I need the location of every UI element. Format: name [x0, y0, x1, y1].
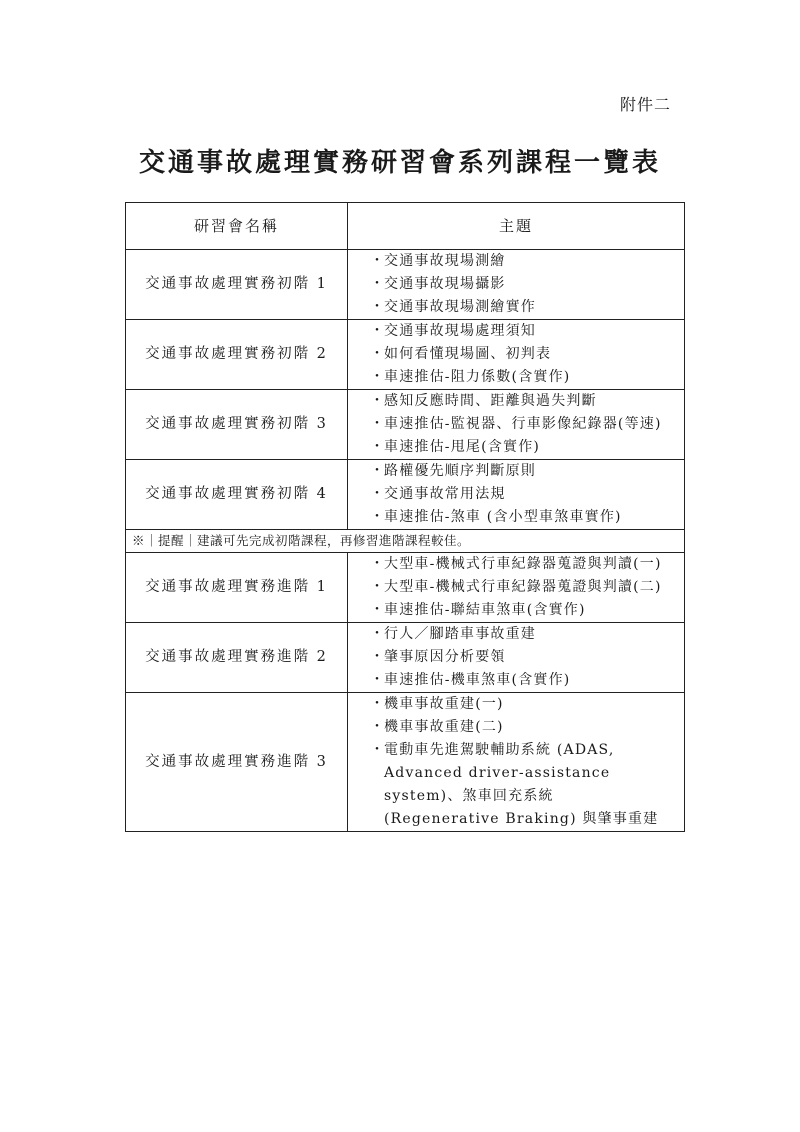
topic-item	[370, 483, 674, 506]
topic-item	[370, 366, 674, 389]
topic-text: 感知反應時間、距離與過失判斷	[384, 393, 597, 409]
topic-text: 大型車-機械式行車紀錄器蒐證與判讀(二)	[384, 579, 662, 595]
course-table	[125, 202, 685, 832]
bullet-icon: ・	[370, 509, 386, 525]
topic-item	[370, 413, 674, 436]
bullet-icon: ・	[370, 369, 386, 385]
topic-item	[370, 436, 674, 459]
topic-text: 車速推估-阻力係數(含實作)	[384, 369, 571, 385]
topic-item	[370, 460, 674, 483]
topic-cell	[348, 390, 685, 460]
table-body	[126, 250, 685, 832]
bullet-icon: ・	[370, 253, 386, 269]
table-header-row	[126, 203, 685, 250]
course-name-cell: 交通事故處理實務進階 3	[126, 693, 348, 832]
topic-text: 交通事故現場測繪	[384, 253, 506, 269]
bullet-icon: ・	[370, 626, 386, 642]
topic-item	[370, 273, 674, 296]
topic-item	[370, 296, 674, 319]
bullet-icon: ・	[370, 556, 386, 572]
course-name-cell: 交通事故處理實務初階 2	[126, 320, 348, 390]
topic-item	[370, 623, 674, 646]
topic-text: 車速推估-甩尾(含實作)	[384, 439, 541, 455]
bullet-icon: ・	[370, 719, 386, 735]
topic-item	[370, 716, 674, 739]
topic-item	[370, 320, 674, 343]
topic-text: 大型車-機械式行車紀錄器蒐證與判讀(一)	[384, 556, 662, 572]
course-name-cell: 交通事故處理實務進階 1	[126, 553, 348, 623]
topic-item	[370, 506, 674, 529]
topic-text: 交通事故現場攝影	[384, 276, 506, 292]
topic-text: 車速推估-煞車 (含小型車煞車實作)	[384, 509, 622, 525]
course-name-cell: 交通事故處理實務初階 3	[126, 390, 348, 460]
table-row	[126, 460, 685, 530]
topic-cell	[348, 623, 685, 693]
bullet-icon: ・	[370, 299, 386, 315]
bullet-icon: ・	[370, 602, 386, 618]
bullet-icon: ・	[370, 463, 386, 479]
bullet-icon: ・	[370, 696, 386, 712]
table-row	[126, 320, 685, 390]
topic-text: 交通事故現場測繪實作	[384, 299, 536, 315]
topic-cell	[348, 250, 685, 320]
topic-item	[370, 343, 674, 366]
table-row	[126, 390, 685, 460]
topic-item	[370, 693, 674, 716]
table-row	[126, 693, 685, 832]
topic-text: 車速推估-機車煞車(含實作)	[384, 672, 571, 688]
bullet-icon: ・	[370, 276, 386, 292]
topic-item	[370, 739, 674, 831]
bullet-icon: ・	[370, 393, 386, 409]
table-row	[126, 250, 685, 320]
note-row	[126, 530, 685, 553]
table-row	[126, 623, 685, 693]
topic-text: 機車事故重建(一)	[384, 696, 504, 712]
bullet-icon: ・	[370, 742, 386, 758]
topic-item	[370, 576, 674, 599]
header-course-name: 研習會名稱	[126, 203, 348, 250]
topic-text: 交通事故常用法規	[384, 486, 506, 502]
topic-text: 車速推估-聯結車煞車(含實作)	[384, 602, 586, 618]
topic-cell	[348, 320, 685, 390]
bullet-icon: ・	[370, 346, 386, 362]
topic-text: 行人／腳踏車事故重建	[384, 626, 536, 642]
page-title: 交通事故處理實務研習會系列課程一覽表	[138, 148, 661, 178]
topic-item	[370, 599, 674, 622]
topic-cell	[348, 693, 685, 832]
bullet-icon: ・	[370, 323, 386, 339]
topic-text: 車速推估-監視器、行車影像紀錄器(等速)	[384, 416, 662, 432]
reminder-note: ※｜提醒｜建議可先完成初階課程，再修習進階課程較佳。	[126, 530, 685, 553]
bullet-icon: ・	[370, 486, 386, 502]
topic-text: 交通事故現場處理須知	[384, 323, 536, 339]
topic-cell	[348, 460, 685, 530]
bullet-icon: ・	[370, 672, 386, 688]
topic-text: 路權優先順序判斷原則	[384, 463, 536, 479]
bullet-icon: ・	[370, 579, 386, 595]
topic-text: 機車事故重建(二)	[384, 719, 504, 735]
topic-item	[370, 553, 674, 576]
course-name-cell: 交通事故處理實務初階 4	[126, 460, 348, 530]
course-name-cell: 交通事故處理實務進階 2	[126, 623, 348, 693]
annex-label: 附件二	[620, 95, 672, 114]
topic-text: 電動車先進駕駛輔助系統 (ADAS, Advanced driver-assistance system)、煞車回充系統 (Regenerative Braking) 與肇事重建	[384, 742, 659, 827]
table-row	[126, 553, 685, 623]
topic-item	[370, 390, 674, 413]
topic-cell	[348, 553, 685, 623]
topic-item	[370, 250, 674, 273]
bullet-icon: ・	[370, 416, 386, 432]
bullet-icon: ・	[370, 649, 386, 665]
topic-item	[370, 669, 674, 692]
bullet-icon: ・	[370, 439, 386, 455]
topic-text: 肇事原因分析要領	[384, 649, 506, 665]
topic-text: 如何看懂現場圖、初判表	[384, 346, 552, 362]
course-name-cell: 交通事故處理實務初階 1	[126, 250, 348, 320]
topic-item	[370, 646, 674, 669]
header-topic: 主題	[348, 203, 685, 250]
